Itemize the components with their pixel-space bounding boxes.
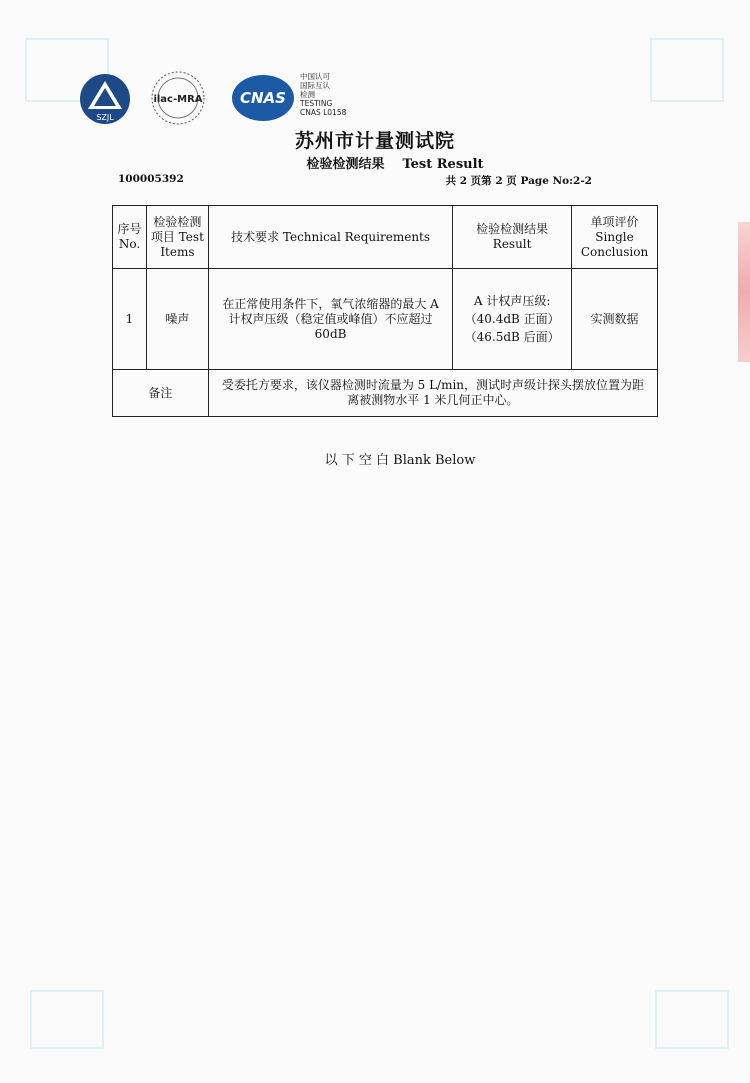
border-decoration bbox=[650, 38, 724, 102]
szjl-logo bbox=[78, 72, 133, 127]
border-decoration bbox=[30, 990, 104, 1049]
header-conclusion: 单项评价 Single Conclusion bbox=[572, 206, 658, 269]
cell-requirement: 在正常使用条件下，氧气浓缩器的最大 A 计权声压级（稳定值或峰值）不应超过 60dB bbox=[208, 269, 452, 370]
blank-below-note: 以 下 空 白 Blank Below bbox=[324, 453, 476, 468]
remark-row bbox=[113, 370, 658, 417]
header-no: 序号 No. bbox=[113, 206, 147, 269]
svg-text:ilac-MRA: ilac-MRA bbox=[153, 94, 203, 105]
page-info: 共 2 页第 2 页 Page No:2-2 bbox=[445, 175, 592, 187]
cnas-logo bbox=[230, 72, 296, 124]
cell-item: 噪声 bbox=[146, 269, 208, 370]
cell-no: 1 bbox=[113, 269, 147, 370]
header-requirements: 技术要求 Technical Requirements bbox=[208, 206, 452, 269]
result-table bbox=[112, 205, 658, 417]
cnas-accreditation-text: 中国认可 国际互认 检测 TESTING CNAS L0158 bbox=[300, 72, 347, 117]
header-result: 检验检测结果 Result bbox=[453, 206, 572, 269]
organization-title: 苏州市计量测试院 bbox=[294, 130, 455, 152]
red-stamp-edge bbox=[738, 222, 750, 362]
ilac-mra-logo bbox=[150, 70, 206, 126]
report-number: 100005392 bbox=[118, 173, 184, 185]
border-decoration bbox=[655, 990, 729, 1049]
cell-conclusion: 实测数据 bbox=[572, 269, 658, 370]
cell-result: A 计权声压级: （40.4dB 正面） （46.5dB 后面） bbox=[453, 269, 572, 370]
table-header-row bbox=[113, 206, 658, 269]
svg-text:SZJL: SZJL bbox=[96, 113, 114, 122]
remark-label: 备注 bbox=[113, 370, 209, 417]
table-row bbox=[113, 269, 658, 370]
header-item: 检验检测项目 Test Items bbox=[146, 206, 208, 269]
document-subtitle: 检验检测结果 Test Result bbox=[306, 157, 484, 172]
remark-text: 受委托方要求，该仪器检测时流量为 5 L/min，测试时声级计探头摆放位置为距离被测物水平 1 米几何正中心。 bbox=[208, 370, 657, 417]
svg-text:CNAS: CNAS bbox=[240, 89, 286, 107]
